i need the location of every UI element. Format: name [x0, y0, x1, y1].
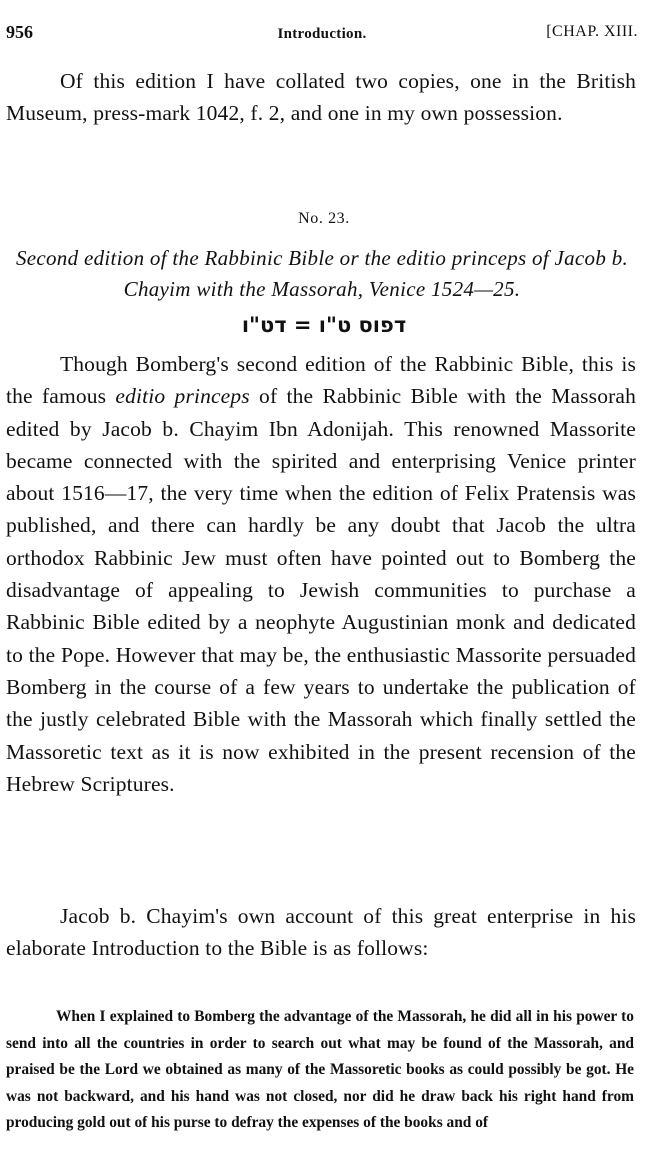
chapter-label: [CHAP. XIII.	[546, 23, 638, 40]
hebrew-designation: דפוס ט"ו = דט"ו	[241, 313, 407, 337]
collation-paragraph	[6, 65, 636, 130]
paragraph-text	[6, 348, 636, 800]
text-segment: Though Bomberg's second edition of the Rabbinic Bible, this is the famous	[6, 352, 636, 409]
paragraph-text: Jacob b. Chayim's own account of this great enterprise in his elaborate Introduction to the Bible is as follows:	[6, 904, 636, 961]
quotation-text: When I explained to Bomberg the advantage of the Massorah, he did all in his power to send into all the countries in order to search out what may be found of the Massorah, and praised be the Lord we obtained as many of the Massoretic books as could possibly be got. He was not backward, and his hand was not closed, nor did he draw back his right hand from producing gold out of his purse to defray the expenses of the books and of	[6, 1008, 634, 1132]
entry-number: No. 23.	[298, 210, 350, 227]
running-title: Introduction.	[277, 26, 367, 42]
italic-term: editio princeps	[115, 384, 250, 409]
block-quotation	[6, 1004, 634, 1137]
account-paragraph	[6, 900, 636, 965]
page-number: 956	[6, 22, 33, 42]
description-paragraph	[6, 348, 636, 800]
entry-title: Second edition of the Rabbinic Bible or the editio princeps of Jacob b. Chayim with the Massorah, Venice 1524—25.	[15, 246, 629, 301]
running-header	[6, 22, 638, 50]
text-segment: of the Rabbinic Bible with the Massorah edited by Jacob b. Chayim Ibn Adonijah. This renowned Massorite became connected with the spirited and enterprising Venice printer about 1516—17, the very time when the edition of Felix Pratensis was published, and there can hardly be any doubt that Jacob the ultra orthodox Rabbinic Jew must often have pointed out to Bomberg the disadvantage of appealing to Jewish communities to purchase a Rabbinic Bible edited by a neophyte Augustinian monk and dedicated to the Pope. However that may be, the enthusiastic Massorite persuaded Bomberg in the course of a few years to undertake the publication of the justly celebrated Bible with the Massorah which finally settled the Massoretic text as it is now exhibited in the present recension of the Hebrew Scriptures.	[6, 384, 636, 796]
paragraph-text: Of this edition I have collated two copies, one in the British Museum, press-mark 1042, f. 2, and one in my own possession.	[6, 69, 636, 126]
